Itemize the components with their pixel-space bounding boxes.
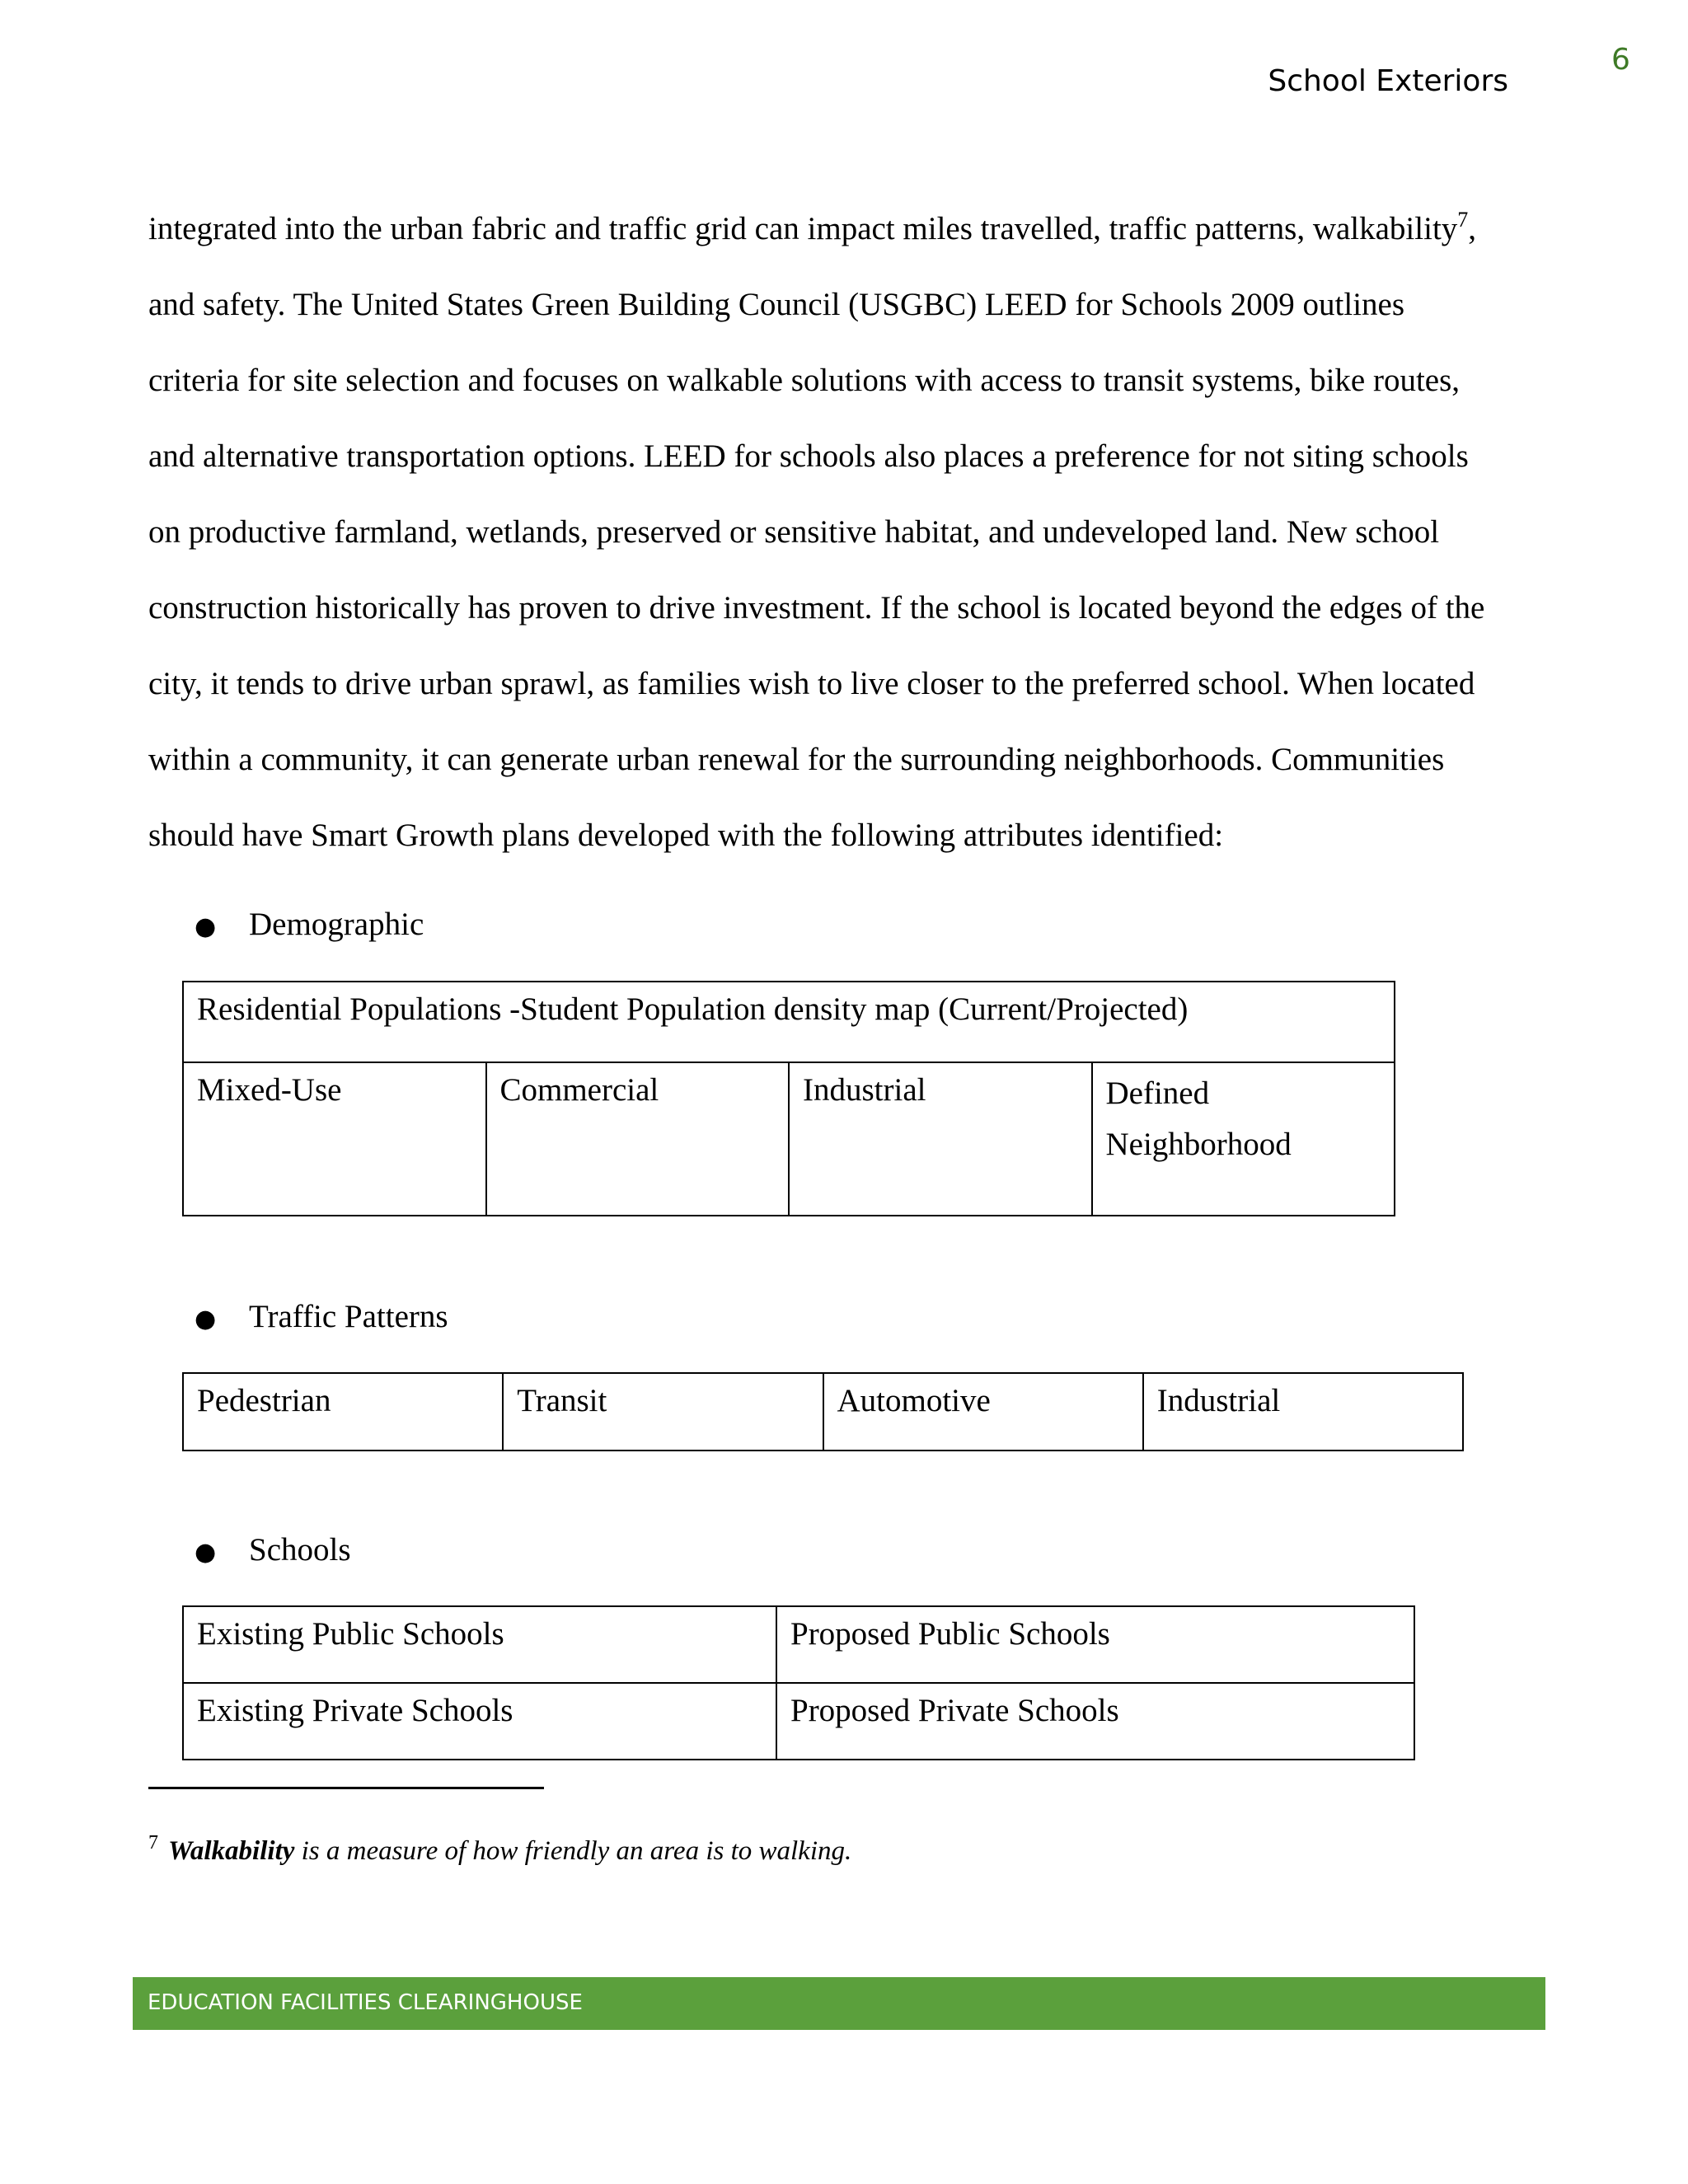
bullet-icon: ● [195, 912, 217, 941]
table-row [183, 1606, 1414, 1683]
footnote-reference[interactable]: 7 [1457, 208, 1469, 232]
footnote-number: 7 [148, 1832, 158, 1854]
footnote [148, 1832, 852, 1867]
body-line: should have Smart Growth plans developed with the following attributes identified: [148, 818, 1224, 853]
bullet-icon: ● [195, 1538, 217, 1567]
cell-line: Neighborhood [1105, 1127, 1292, 1162]
table-row [183, 982, 1395, 1062]
table-row [183, 1373, 1463, 1451]
table-cell: Proposed Public Schools [776, 1606, 1414, 1683]
bullet-schools [195, 1527, 351, 1576]
bullet-label: Traffic Patterns [249, 1299, 448, 1334]
body-line: city, it tends to drive urban sprawl, as families wish to live closer to the preferred school. When located [148, 666, 1475, 701]
table-cell: Automotive [823, 1373, 1143, 1451]
body-line: and safety. The United States Green Building Council (USGBC) LEED for Schools 2009 outlines [148, 287, 1405, 322]
table-cell: Pedestrian [183, 1373, 503, 1451]
bullet-label: Demographic [249, 907, 424, 942]
table-cell: Transit [503, 1373, 823, 1451]
table-cell: Industrial [789, 1062, 1092, 1216]
body-line: criteria for site selection and focuses on walkable solutions with access to transit systems, bike routes, [148, 363, 1461, 398]
body-line: construction historically has proven to drive investment. If the school is located beyond the edges of the [148, 590, 1485, 626]
table-cell: Industrial [1143, 1373, 1463, 1451]
table-cell: Existing Public Schools [183, 1606, 776, 1683]
table-row [183, 1683, 1414, 1760]
table-row [183, 1062, 1395, 1216]
table-cell: Proposed Private Schools [776, 1683, 1414, 1760]
page-number: 6 [1611, 43, 1630, 77]
traffic-patterns-table [182, 1372, 1464, 1451]
bullet-demographic [195, 902, 424, 950]
bullet-traffic-patterns [195, 1294, 448, 1343]
table-cell [1092, 1062, 1395, 1216]
table-cell: Commercial [486, 1062, 790, 1216]
footer-bar [133, 1977, 1545, 2030]
footnote-term: Walkability [168, 1836, 295, 1866]
body-line: and alternative transportation options. LEED for schools also places a preference for not siting schools [148, 438, 1469, 474]
body-line: on productive farmland, wetlands, preserved or sensitive habitat, and undeveloped land. New school [148, 514, 1440, 550]
table-cell: Existing Private Schools [183, 1683, 776, 1760]
running-header: School Exteriors [1268, 64, 1508, 98]
footnote-separator [148, 1787, 544, 1789]
bullet-label: Schools [249, 1532, 351, 1568]
table-cell: Residential Populations -Student Population density map (Current/Projected) [183, 982, 1395, 1062]
bullet-icon: ● [195, 1305, 217, 1333]
table-cell: Mixed-Use [183, 1062, 486, 1216]
body-line: integrated into the urban fabric and traffic grid can impact miles travelled, traffic patterns, walkability$^7$, [148, 208, 1477, 246]
footnote-definition: is a measure of how friendly an area is to walking. [294, 1836, 852, 1866]
schools-table [182, 1605, 1415, 1760]
body-line: within a community, it can generate urban renewal for the surrounding neighborhoods. Communities [148, 742, 1445, 777]
demographic-table [182, 981, 1395, 1216]
cell-line: Defined [1105, 1076, 1210, 1111]
body-paragraph [148, 191, 1517, 874]
footer-text: EDUCATION FACILITIES CLEARINGHOUSE [148, 1990, 583, 2015]
